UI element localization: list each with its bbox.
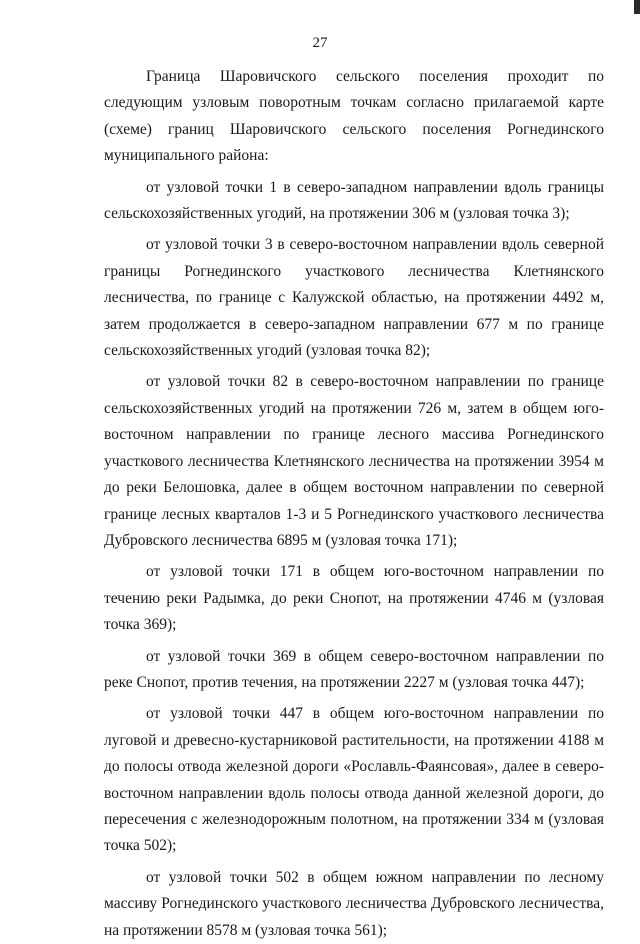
scan-edge-mark [634,0,640,14]
paragraph-segment-502: от узловой точки 502 в общем южном направлении по лесному массиву Рогнединского участкового лесничества Дубровского лесничества, на протяжении 8578 м (узловая точка 561); [104,868,604,939]
paragraph-segment-1: от узловой точки 1 в северо-западном направлении вдоль границы сельскохозяйственных угодий, на протяжении 306 м (узловая точка 3); [104,178,604,223]
paragraph-segment-447: от узловой точки 447 в общем юго-восточном направлении по луговой и древесно-кустарниковой растительности, на протяжении 4188 м до полосы отвода железной дороги «Рославль-Фаянсовая», далее в северо-восточном направлении вдоль полосы отвода данной железной дороги, до пересечения с железнодорожным полотном, на протяжении 334 м (узловая точка 502); [104,705,604,855]
paragraph-intro: Граница Шаровичского сельского поселения проходит по следующим узловым поворотным точкам согласно прилагаемой карте (схеме) границ Шаровичского сельского поселения Рогнединского муниципального района: [104,68,604,165]
paragraph-segment-82: от узловой точки 82 в северо-восточном направлении по границе сельскохозяйственных угодий на протяжении 726 м, затем в общем юго-восточном направлении по границе лесного массива Рогнединского участкового лесничества Клетнянского лесничества на протяжении 3954 м до реки Белошовка, далее в общем восточном направлении по северной границе лесных кварталов 1-3 и 5 Рогнединского участкового лесничества Дубровского лесничества 6895 м (узловая точка 171); [104,373,604,549]
document-body [104,64,604,944]
page-number: 27 [312,35,328,51]
paragraph-segment-3: от узловой точки 3 в северо-восточном направлении вдоль северной границы Рогнединского участкового лесничества Клетнянского лесничества, по границе с Калужской областью, на протяжении 4492 м, затем продолжается в северо-западном направлении 677 м по границе сельскохозяйственных угодий (узловая точка 82); [104,236,604,360]
paragraph-segment-171: от узловой точки 171 в общем юго-восточном направлении по течению реки Радымка, до реки Снопот, на протяжении 4746 м (узловая точка 369); [104,563,604,634]
paragraph-segment-369: от узловой точки 369 в общем северо-восточном направлении по реке Снопот, против течения, на протяжении 2227 м (узловая точка 447); [104,647,604,691]
